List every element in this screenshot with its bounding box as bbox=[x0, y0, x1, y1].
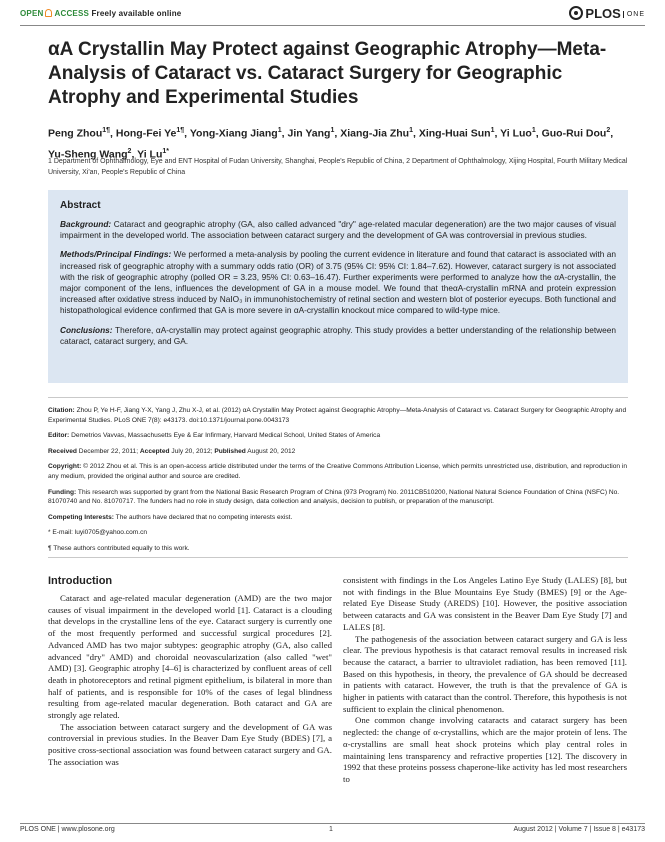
open-access-badge bbox=[20, 9, 181, 18]
author-name: Xiang-Jia Zhu bbox=[340, 127, 410, 140]
author-affiliation-mark: 1 bbox=[330, 127, 335, 134]
journal-header bbox=[20, 6, 645, 26]
corresponding-email[interactable]: * E-mail: luyi0705@yahoo.com.cn bbox=[48, 529, 148, 537]
logo-text: PLOS bbox=[585, 6, 621, 21]
citation-label: Citation: bbox=[48, 407, 75, 414]
background-text: Cataract and geographic atrophy (GA, also called advanced "dry" age-related macular degeneration) are the two major causes of visual impairment in the developed world. The association between cataract surgery and the development of GA was controversial in previous studies. bbox=[60, 219, 616, 241]
author-affiliation-mark: 1 bbox=[277, 127, 282, 134]
author-list: Peng Zhou$^{1\P}$, Hong-Fei $Ye^{1\P}$, Yong-Xiang Jiang$^1$, Jin Yang$^1$, Xiang-Jia Zhu$^1$, Xing-Huai Sun$^1$, Yi Luo$^1$, Guo-Rui Dou$^2$, Yu-Sheng Wang$^2$, Yi $Lu^{1*}$ bbox=[48, 127, 614, 160]
author-affiliation-mark: 1 bbox=[531, 127, 536, 134]
methods-text: We performed a meta-analysis by pooling the current evidence in literature and found that cataract is associated with an increased risk of geographic atrophy with a summary odds ratio (OR) of 3.75 (95% CI: 95% CI: 1.84–7.62). However, cataract surgery is not associated with the risk of geographic atrophy (polled OR = 3.23, 95% CI: 0.63–16.47). Further experiments were performed to analyze how the αA-crystallin, the major component of the lens, influences the development of GA in a mouse model. We found that theαA-crystallin mRNA and protein expression increased after oxidative stress induced by NaIO₃ in immunohistochemistry of retinal section and western blot of posterior eyecups. Both functional and histopathological evidence confirmed that GA is more severe in αA-crystallin knockout mice compared to wild-type mice. bbox=[60, 249, 616, 316]
author-name: Jin Yang bbox=[287, 127, 331, 140]
author-affiliation-mark: 1¶ bbox=[102, 127, 111, 134]
footer-journal: PLOS ONE | www.plosone.org bbox=[20, 826, 115, 833]
editor-text: Demetrios Vavvas, Massachusetts Eye & Ear Infirmary, Harvard Medical School, United States of America bbox=[69, 432, 381, 440]
abstract-heading: Abstract bbox=[60, 200, 101, 211]
editor-label: Editor: bbox=[48, 432, 70, 440]
accepted-label: Accepted bbox=[139, 447, 170, 455]
author-name: Xing-Huai Sun bbox=[418, 127, 491, 140]
editor bbox=[48, 431, 628, 441]
affiliations: 1 Department of Ophthalmology, Eye and ENT Hospital of Fudan University, Shanghai, People's Republic of China, 2 Department of Ophthalmology, Xijing Hospital, Fourth Military Medical University, Xi'an, People's Republic of China bbox=[48, 158, 628, 176]
abstract-conclusions bbox=[60, 325, 616, 347]
accepted-date: July 20, 2012; bbox=[169, 447, 215, 455]
abstract-background bbox=[60, 219, 616, 241]
conclusions-label: Conclusions: bbox=[60, 324, 113, 335]
citation bbox=[48, 406, 628, 425]
funding-label: Funding: bbox=[48, 488, 77, 496]
article-metadata bbox=[48, 406, 628, 560]
author-affiliation-mark: 2 bbox=[606, 127, 611, 134]
author-name: Yi Lu bbox=[137, 148, 163, 160]
access-label: ACCESS bbox=[54, 9, 90, 18]
conclusions-text: Therefore, αA-crystallin may protect against geographic atrophy. This study provides a better understanding of the relationship between cataract, cataract surgery, and GA. bbox=[60, 324, 616, 346]
received-date: December 22, 2011; bbox=[76, 447, 140, 455]
meta-divider-top bbox=[48, 397, 628, 398]
open-access-lock-icon bbox=[45, 9, 52, 17]
introduction-heading: Introduction bbox=[48, 575, 113, 587]
author-affiliation-mark: 2 bbox=[127, 147, 132, 155]
citation-text: Zhou P, Ye H-F, Jiang Y-X, Yang J, Zhu X-J, et al. (2012) αA Crystallin May Protect against Geographic Atrophy—Meta-Analysis of Cataract vs. Cataract Surgery for Geographic Atrophy and Experimental Studies. PLoS ONE 7(8): e43173. doi:10.1371/journal.pone.0043173 bbox=[48, 407, 627, 424]
header-divider bbox=[20, 25, 645, 26]
competing-text: The authors have declared that no competing interests exist. bbox=[113, 513, 293, 521]
background-label: Background: bbox=[60, 219, 112, 229]
author-affiliation-mark: 1 bbox=[409, 127, 413, 134]
intro-paragraph: consistent with findings in the Los Angeles Latino Eye Study (LALES) [8], but not with findings in the Blue Mountains Eye Study (BMES) [9] or the Age-related Eye Disease Study (AREDS) [10]. However, the positive association between cataracts and GA was consistent in the Beaver Dam Eye Study [7] and LALES [8]. bbox=[343, 575, 627, 632]
author-affiliation-mark: 1¶ bbox=[176, 127, 185, 134]
body-column-right bbox=[343, 575, 627, 786]
plos-one-logo bbox=[569, 6, 645, 21]
funding bbox=[48, 488, 628, 507]
author-name: Yu-Sheng Wang bbox=[48, 148, 128, 160]
intro-paragraph: The pathogenesis of the association between cataract surgery and GA is less clear. The previous hypothesis is that cataract removal results in increased risk because the cataract, a barrier to ultraviolet radiation, has been removed [11]. Based on this hypothesis, in theory, the prevalence of GA should be decreased in patients with cataract. However, the truth is that the prevalence of GA is higher in patients with cataract than the control. Therefore, this hypothesis is not sufficient to explain the clinical phenomenon. bbox=[343, 633, 627, 714]
funding-text: This research was supported by grant from the National Basic Research Program of China (973 Program) No. 2011CB510200, National Natural Science Foundation of China (NSFC) No. 81070740 and No. 81070717. The funders had no role in study design, data collection and analysis, decision to publish, or preparation of the manuscript. bbox=[48, 488, 620, 506]
methods-label: Methods/Principal Findings: bbox=[60, 249, 172, 260]
meta-divider-bottom bbox=[48, 557, 628, 558]
intro-paragraph: One common change involving cataracts and cataract surgery has been neglected: the change of α-crystallins, which are the major protein of lens. The α-crystallins are small heat shock proteins which play central roles in maintaining lens transparency and refractive properties [12]. The discovery in 1992 that these proteins possess chaperone-like activity has led most researchers to bbox=[343, 715, 627, 784]
copyright-label: Copyright: bbox=[48, 463, 82, 471]
author-name: Peng Zhou bbox=[48, 127, 103, 140]
copyright bbox=[48, 462, 628, 481]
equal-contribution-note: ¶ These authors contributed equally to this work. bbox=[48, 544, 190, 552]
intro-paragraph: The association between cataract surgery and the development of GA was controversial in previous studies. In the Beaver Dam Eye Study (BDES) [7], a positive cross-sectional association was found between cataract surgery and GA. The association was bbox=[48, 721, 332, 767]
footer-issue: August 2012 | Volume 7 | Issue 8 | e43173 bbox=[513, 826, 645, 833]
intro-paragraph: Cataract and age-related macular degeneration (AMD) are the two major causes of visual impairment in the developed world [1]. Cataract is a clouding that develops in the crystalline lens of the eye. Cataract surgery is currently one of the most frequently performed and successful surgical procedures [2]. Advanced AMD has two major subtypes: geographic atrophy (GA, also called advanced "dry" AMD) and choroidal neovascularization (also called "wet" AMD) [3]. Geographic atrophy [4–6] is characterized by confluent areas of cell death in photoreceptors and retinal pigment epithelium, is bilateral in more than half of patients, and is responsible for 10% of the cases of legal blindness resulting from age-related macular degeneration. Both cataract and GA are strongly age related. bbox=[48, 593, 332, 721]
received-label: Received bbox=[48, 447, 77, 455]
published-date: August 20, 2012 bbox=[245, 447, 296, 455]
abstract-methods bbox=[60, 249, 616, 316]
copyright-text: © 2012 Zhou et al. This is an open-access article distributed under the terms of the Creative Commons Attribution License, which permits unrestricted use, distribution, and reproduction in any medium, provided the original author and source are credited. bbox=[48, 463, 628, 480]
logo-suffix: ONE bbox=[623, 11, 645, 18]
author-affiliation-mark: 1 bbox=[490, 127, 495, 134]
competing-interests bbox=[48, 513, 628, 523]
open-label: OPEN bbox=[20, 9, 44, 18]
author-affiliation-mark: 1* bbox=[162, 147, 169, 155]
article-title: αA Crystallin May Protect against Geographic Atrophy—Meta-Analysis of Cataract vs. Cataract Surgery for Geographic Atrophy and Experimental Studies bbox=[48, 39, 607, 108]
page-number: 1 bbox=[329, 826, 333, 833]
competing-label: Competing Interests: bbox=[48, 513, 114, 521]
author-name: Yong-Xiang Jiang bbox=[189, 127, 278, 140]
footer-divider bbox=[20, 823, 645, 824]
freely-available-label: Freely available online bbox=[91, 9, 182, 18]
author-name: Guo-Rui Dou bbox=[541, 127, 607, 140]
author-name: Hong-Fei Ye bbox=[115, 127, 177, 140]
plos-logo-icon bbox=[569, 6, 583, 20]
author-name: Yi Luo bbox=[500, 127, 532, 140]
abstract-box bbox=[48, 190, 628, 383]
published-label: Published bbox=[214, 447, 246, 455]
body-column-left bbox=[48, 575, 332, 769]
dates bbox=[48, 447, 628, 457]
